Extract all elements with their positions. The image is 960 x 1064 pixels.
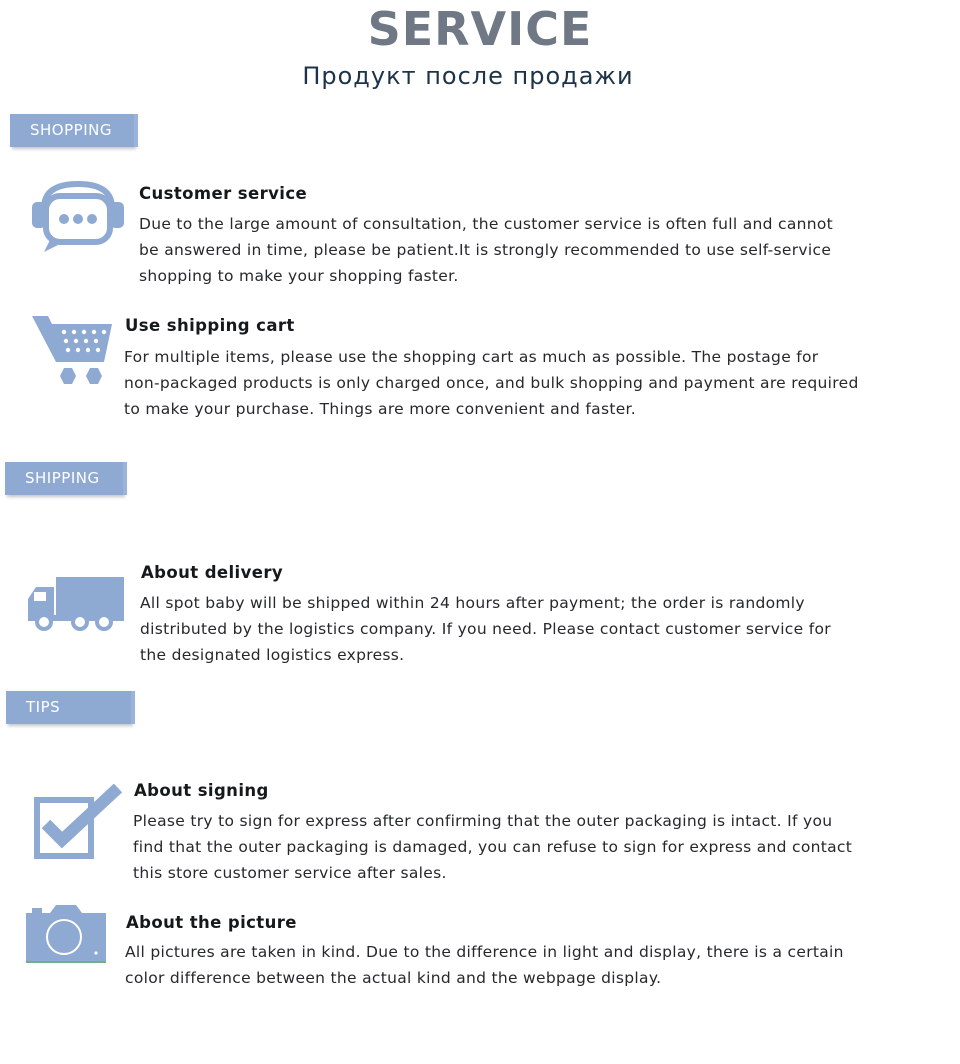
checkbox-icon [34, 784, 122, 864]
picture-title: About the picture [126, 913, 297, 932]
customer-service-title: Customer service [139, 184, 308, 203]
signing-text [133, 808, 852, 886]
text-line: Please try to sign for express after confirming that the outer packaging is intact. If you [133, 812, 833, 830]
customer-service-text [139, 211, 833, 289]
text-line: All spot baby will be shipped within 24 hours after payment; the order is randomly [140, 594, 805, 612]
text-line: All pictures are taken in kind. Due to the difference in light and display, there is a certain [125, 943, 844, 961]
picture-text [125, 939, 844, 991]
text-line: this store customer service after sales. [133, 864, 447, 882]
signing-title: About signing [134, 781, 269, 800]
text-line: For multiple items, please use the shopping cart as much as possible. The postage for [124, 348, 819, 366]
delivery-text [140, 590, 831, 668]
text-line: Due to the large amount of consultation, the customer service is often full and cannot [139, 215, 834, 233]
shopping-cart-icon [30, 312, 116, 392]
text-line: shopping to make your shopping faster. [139, 267, 459, 285]
text-line: color difference between the actual kind and the webpage display. [125, 969, 662, 987]
text-line: non-packaged products is only charged once, and bulk shopping and payment are required [124, 374, 859, 392]
shipping-cart-title: Use shipping cart [125, 316, 295, 335]
text-line: to make your purchase. Things are more convenient and faster. [124, 400, 637, 418]
page-title: SERVICE [367, 2, 593, 56]
delivery-title: About delivery [141, 563, 284, 582]
shipping-cart-text [124, 344, 859, 422]
text-line: distributed by the logistics company. If you need. Please contact customer service for [140, 620, 831, 638]
text-line: the designated logistics express. [140, 646, 405, 664]
section-tab-tips: TIPS [6, 691, 131, 724]
section-tab-shipping: SHIPPING [5, 462, 123, 495]
text-line: be answered in time, please be patient.It is strongly recommended to use self-service [139, 241, 832, 259]
camera-icon [24, 903, 108, 969]
text-line: find that the outer packaging is damaged, you can refuse to sign for express and contact [133, 838, 853, 856]
section-tab-shopping: SHOPPING [10, 114, 134, 147]
chat-bubble-icon [30, 180, 126, 258]
truck-icon [26, 575, 126, 637]
page-subtitle: Продукт после продажи [302, 62, 634, 90]
